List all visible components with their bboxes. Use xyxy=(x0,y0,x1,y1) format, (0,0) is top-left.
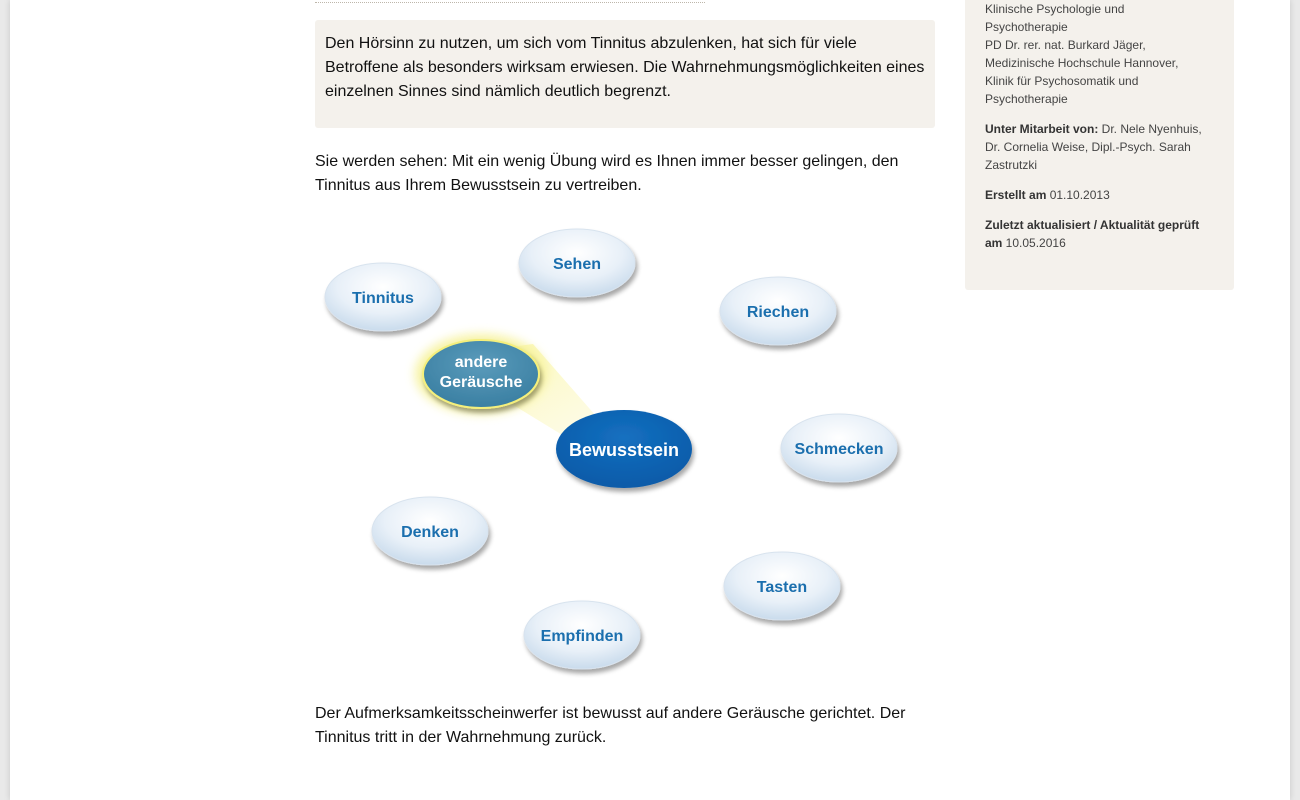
author-info-sidebar xyxy=(965,0,1234,290)
label-andere: andere xyxy=(454,354,508,371)
collab-names: Zastrutzki xyxy=(985,158,1038,172)
updated-date: 10.05.2016 xyxy=(1002,236,1066,250)
collab-label: Unter Mitarbeit von: xyxy=(985,122,1099,136)
intro-highlight-box xyxy=(315,20,935,128)
author-line: Psychotherapie xyxy=(985,20,1068,34)
author-line: PD Dr. rer. nat. Burkard Jäger, xyxy=(985,38,1146,52)
author-line: Medizinische Hochschule Hannover, xyxy=(985,56,1179,70)
author-line: Klinische Psychologie und xyxy=(985,2,1125,16)
created-date: 01.10.2013 xyxy=(1046,188,1110,202)
label-empfinden: Empfinden xyxy=(540,628,624,645)
intro-text: Den Hörsinn zu nutzen, um sich vom Tinnitus abzulenken, hat sich für viele Betroffene als besonders wirksam erwiesen. Die Wahrnehmungsmöglichkeiten eines einzelnen Sinnes sind nämlich deutlich begrenzt. xyxy=(325,35,925,100)
paragraph-practice: Sie werden sehen: Mit ein wenig Übung wird es Ihnen immer besser gelingen, den Tinnitus aus Ihrem Bewusstsein zu vertreiben. xyxy=(315,153,899,194)
author-line: Psychotherapie xyxy=(985,92,1068,106)
created-block xyxy=(985,186,1214,204)
label-riechen: Riechen xyxy=(746,304,810,321)
label-schmecken: Schmecken xyxy=(794,441,884,458)
updated-label: am xyxy=(985,236,1003,250)
collaboration-block xyxy=(985,120,1214,174)
label-denken: Denken xyxy=(401,524,459,541)
collab-names: Dr. Cornelia Weise, Dipl.-Psych. Sarah xyxy=(985,140,1191,154)
label-geraeusche: Geräusche xyxy=(439,374,523,391)
attention-diagram xyxy=(315,222,935,678)
updated-label: Zuletzt aktualisiert / Aktualität geprüft xyxy=(985,218,1200,232)
collab-names: Dr. Nele Nyenhuis, xyxy=(1098,122,1202,136)
label-sehen: Sehen xyxy=(552,256,602,273)
label-tinnitus: Tinnitus xyxy=(352,290,414,307)
page xyxy=(10,0,1290,800)
paragraph-spotlight: Der Aufmerksamkeitsscheinwerfer ist bewusst auf andere Geräusche gerichtet. Der Tinnitus tritt in der Wahrnehmung zurück. xyxy=(315,705,906,746)
author-line: Klinik für Psychosomatik und xyxy=(985,74,1139,88)
created-label: Erstellt am xyxy=(985,188,1047,202)
section-divider xyxy=(315,0,705,3)
label-bewusstsein: Bewusstsein xyxy=(568,440,680,460)
updated-block xyxy=(985,216,1214,252)
author-block xyxy=(985,0,1214,108)
label-tasten: Tasten xyxy=(756,579,808,596)
